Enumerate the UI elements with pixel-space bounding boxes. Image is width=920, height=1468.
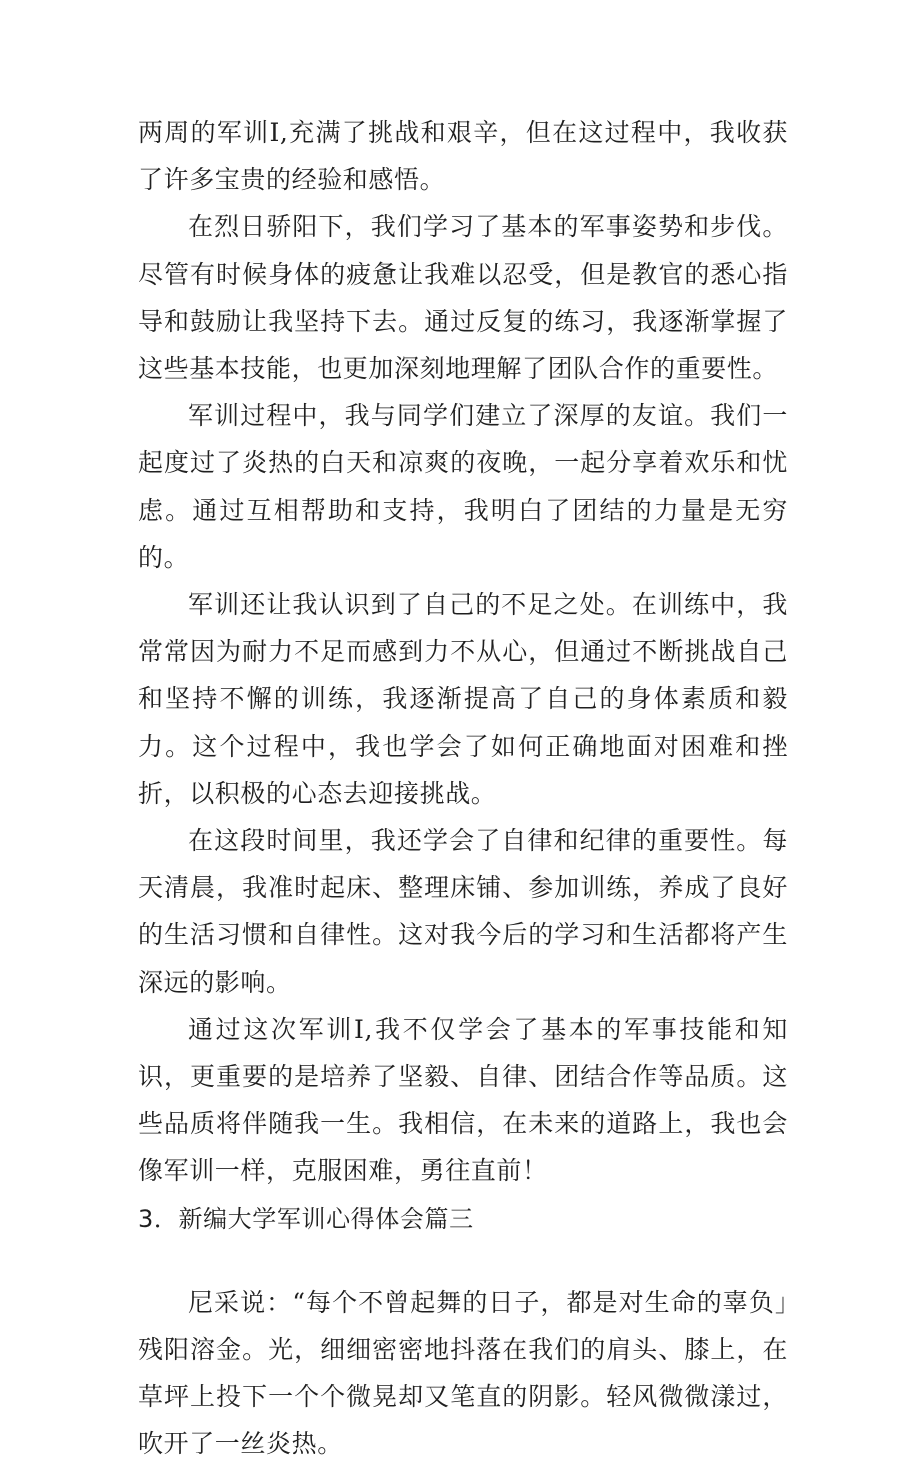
document-body [138, 109, 788, 1468]
paragraph-5: 在这段时间里，我还学会了自律和纪律的重要性。每天清晨，我准时起床、整理床铺、参加训练，养成了良好的生活习惯和自律性。这对我今后的学习和生活都将产生深远的影响。 [138, 826, 788, 997]
section-heading: 3．新编大学军训心得体会篇三 [138, 1204, 474, 1233]
paragraph-1: 两周的军训I,充满了挑战和艰辛，但在这过程中，我收获了许多宝贵的经验和感悟。 [138, 118, 788, 195]
paragraph-3: 军训过程中，我与同学们建立了深厚的友谊。我们一起度过了炎热的白天和凉爽的夜晚，一起分享着欢乐和忧虑。通过互相帮助和支持，我明白了团结的力量是无穷的。 [138, 401, 788, 572]
section-paragraph-1: 尼采说：“每个不曾起舞的日子，都是对生命的辜负」残阳溶金。光，细细密密地抖落在我们的肩头、膝上，在草坪上投下一个个微晃却又笔直的阴影。轻风微微漾过，吹开了一丝炎热。 [138, 1287, 788, 1459]
paragraph-4: 军训还让我认识到了自己的不足之处。在训练中，我常常因为耐力不足而感到力不从心，但通过不断挑战自己和坚持不懈的训练，我逐渐提高了自己的身体素质和毅力。这个过程中，我也学会了如何正确地面对困难和挫折，以积极的心态去迎接挑战。 [138, 590, 788, 808]
paragraph-6: 通过这次军训I,我不仅学会了基本的军事技能和知识，更重要的是培养了坚毅、自律、团结合作等品质。这些品质将伴随我一生。我相信，在未来的道路上，我也会像军训一样，克服困难，勇往直前！ [138, 1014, 788, 1186]
paragraph-2: 在烈日骄阳下，我们学习了基本的军事姿势和步伐。尽管有时候身体的疲惫让我难以忍受，但是教官的悉心指导和鼓励让我坚持下去。通过反复的练习，我逐渐掌握了这些基本技能，也更加深刻地理解了团队合作的重要性。 [138, 212, 788, 384]
